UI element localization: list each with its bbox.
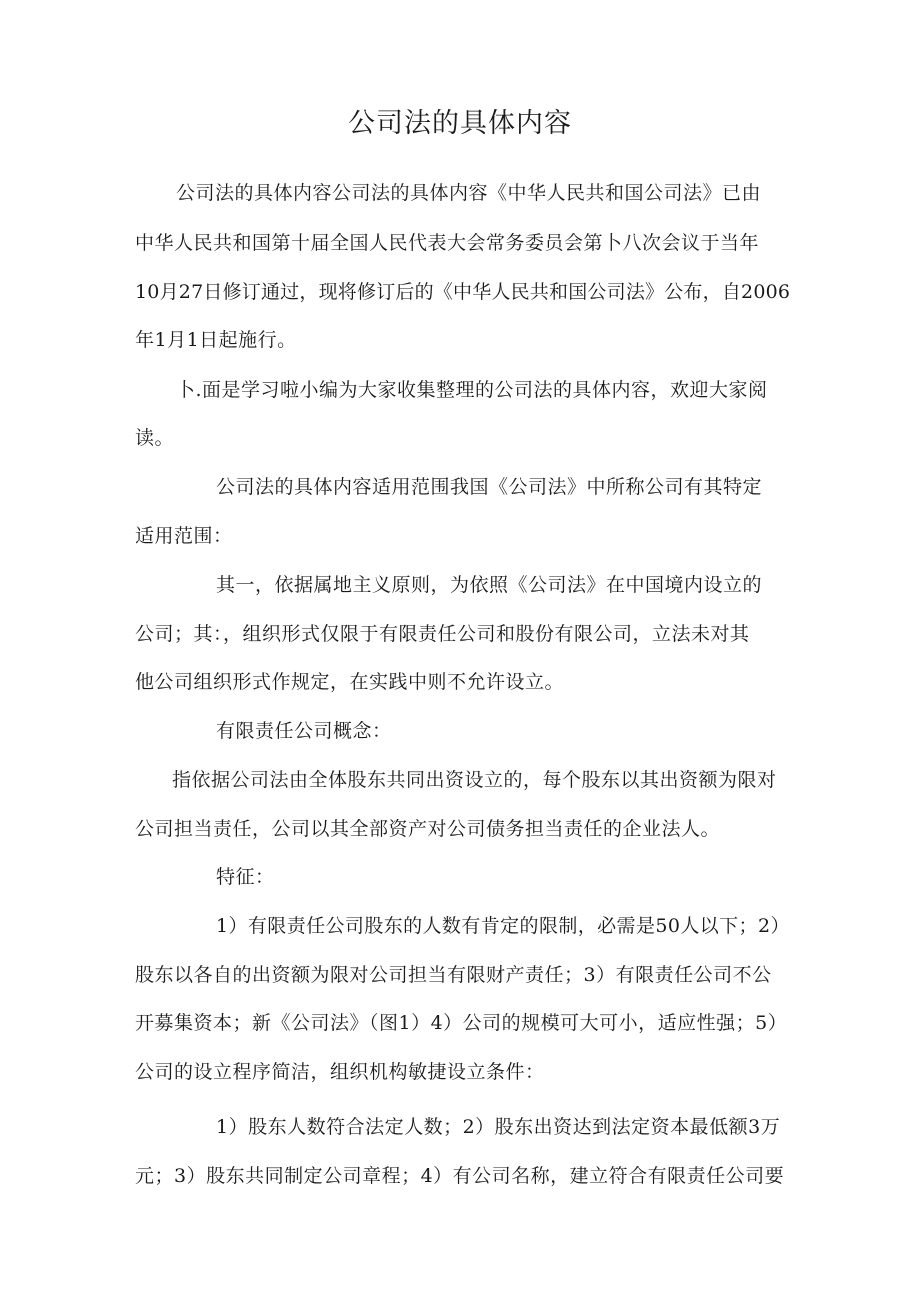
paragraph-line: 公司的设立程序简洁，组织机构敏捷设立条件： bbox=[135, 1061, 545, 1083]
paragraph-line: 10月27日修订通过，现将修订后的《中华人民共和国公司法》公布，自2006 bbox=[135, 281, 791, 303]
paragraph-line: 公司法的具体内容公司法的具体内容《中华人民共和国公司法》已由 bbox=[176, 182, 762, 204]
paragraph-line: 卜.面是学习啦小编为大家收集整理的公司法的具体内容，欢迎大家阅 bbox=[176, 379, 768, 401]
document-title: 公司法的具体内容 bbox=[348, 108, 572, 139]
paragraph-line: 1）股东人数符合法定人数；2）股东出资达到法定资本最低额3万 bbox=[216, 1116, 781, 1138]
paragraph-line: 开募集资本；新《公司法》（图1）4）公司的规模可大可小，适应性强；5） bbox=[135, 1012, 788, 1034]
paragraph-line: 有限责任公司概念： bbox=[216, 720, 392, 742]
paragraph-line: 其一，依据属地主义原则，为依照《公司法》在中国境内设立的 bbox=[216, 574, 763, 596]
paragraph-line: 公司法的具体内容适用范围我国《公司法》中所称公司有其特定 bbox=[216, 476, 763, 498]
paragraph-line: 适用范围： bbox=[135, 525, 233, 547]
paragraph-line: 中华人民共和国第十届全国人民代表大会常务委员会第卜八次会议于当年 bbox=[135, 232, 760, 254]
paragraph-line: 股东以各自的出资额为限对公司担当有限财产责任；3）有限责任公司不公 bbox=[135, 964, 772, 986]
paragraph-line: 读。 bbox=[135, 427, 175, 449]
paragraph-line: 1）有限责任公司股东的人数有肯定的限制，必需是50人以下；2） bbox=[216, 915, 790, 937]
paragraph-line: 指依据公司法由全体股东共同出资设立的，每个股东以其出资额为限对 bbox=[172, 769, 777, 791]
paragraph-line: 年1月1日起施行。 bbox=[135, 329, 297, 351]
paragraph-line: 元；3）股东共同制定公司章程；4）有公司名称，建立符合有限责任公司要 bbox=[135, 1165, 785, 1187]
paragraph-line: 特征： bbox=[216, 866, 275, 888]
paragraph-line: 公司；其：，组织形式仅限于有限责任公司和股份有限公司，立法未对其 bbox=[135, 623, 750, 645]
paragraph-line: 公司担当责任，公司以其全部资产对公司债务担当责任的企业法人。 bbox=[135, 818, 721, 840]
paragraph-line: 他公司组织形式作规定，在实践中则不允许设立。 bbox=[135, 671, 565, 693]
